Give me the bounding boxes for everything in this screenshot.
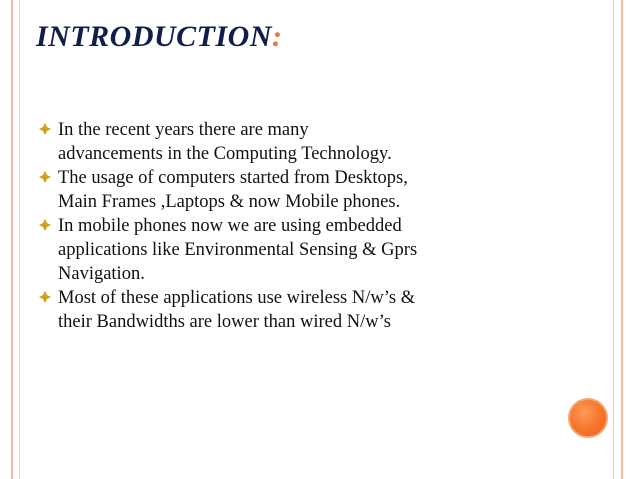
frame-line-right-inner (613, 0, 614, 479)
bullet-list (38, 118, 578, 334)
slide-title (36, 20, 283, 54)
bullet-item (38, 118, 578, 166)
bullet-item (38, 214, 578, 286)
bullet-text: Most of these applications use wireless N/w’s & their Bandwidths are lower than wired N/w’s (58, 288, 416, 332)
diamond-bullet-icon (38, 218, 52, 232)
diamond-bullet-icon (38, 290, 52, 304)
frame-line-right-outer (621, 0, 623, 479)
diamond-bullet-icon (38, 122, 52, 136)
frame-line-left-inner (19, 0, 20, 479)
orange-circle-icon (568, 398, 608, 438)
bullet-text: In the recent years there are many advancements in the Computing Technology. (58, 120, 392, 164)
slide-title-text: INTRODUCTION (36, 20, 273, 53)
diamond-bullet-icon (38, 170, 52, 184)
slide-title-colon: : (272, 20, 283, 53)
bullet-item (38, 166, 578, 214)
bullet-item (38, 286, 578, 334)
bullet-text: In mobile phones now we are using embedded applications like Environmental Sensing & Gprs Navigation. (58, 216, 418, 284)
bullet-text: The usage of computers started from Desktops, Main Frames ,Laptops & now Mobile phones. (58, 168, 408, 212)
frame-line-left-outer (11, 0, 13, 479)
